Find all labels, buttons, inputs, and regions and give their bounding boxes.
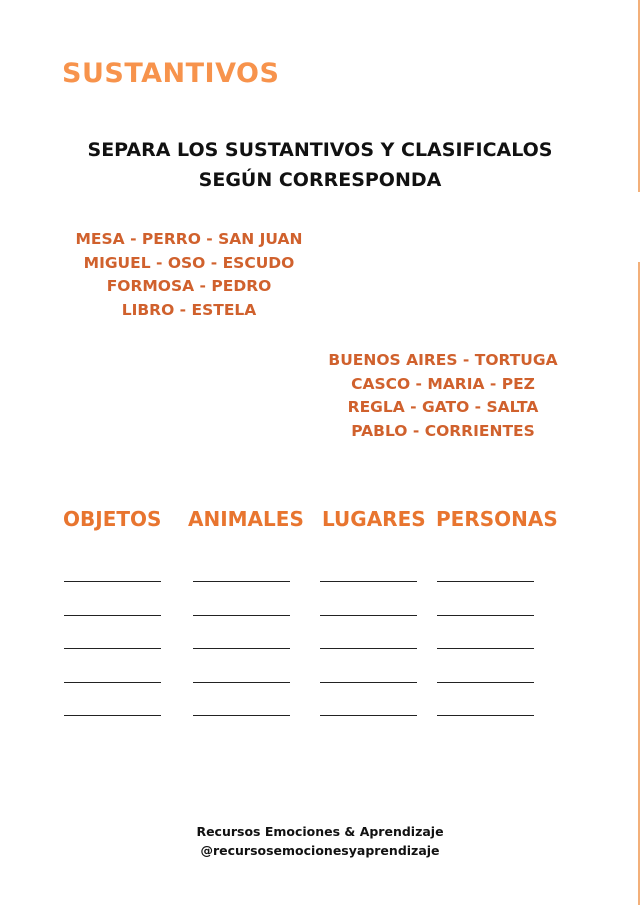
- word-group-left: [60, 228, 318, 322]
- answer-blank-line[interactable]: [320, 648, 417, 649]
- answer-blank-line[interactable]: [64, 615, 161, 616]
- answer-blank-line[interactable]: [193, 682, 290, 683]
- answer-blank-line[interactable]: [320, 581, 417, 582]
- answer-blank-line[interactable]: [437, 682, 534, 683]
- word-line: PABLO - CORRIENTES: [351, 421, 535, 440]
- word-line: CASCO - MARIA - PEZ: [351, 374, 535, 393]
- instruction: [0, 135, 640, 195]
- answer-blank-line[interactable]: [64, 648, 161, 649]
- answer-blank-line[interactable]: [193, 715, 290, 716]
- answer-blank-line[interactable]: [64, 715, 161, 716]
- column-header-lugares: LUGARES: [322, 507, 426, 531]
- column-headers: [0, 507, 640, 537]
- answer-blank-line[interactable]: [64, 581, 161, 582]
- answer-blank-line[interactable]: [437, 715, 534, 716]
- instruction-line-1: SEPARA LOS SUSTANTIVOS Y CLASIFICALOS: [87, 139, 553, 161]
- instruction-line-2: SEGÚN CORRESPONDA: [198, 169, 442, 191]
- answer-blank-line[interactable]: [437, 581, 534, 582]
- word-line: FORMOSA - PEDRO: [106, 277, 272, 295]
- answer-blank-line[interactable]: [320, 682, 417, 683]
- answer-blank-line[interactable]: [193, 615, 290, 616]
- footer-handle: @recursosemocionesyaprendizaje: [200, 843, 440, 858]
- word-group-right: [318, 349, 568, 443]
- column-header-animales: ANIMALES: [188, 507, 304, 531]
- answer-blank-line[interactable]: [193, 648, 290, 649]
- answer-blank-line[interactable]: [64, 682, 161, 683]
- word-line: MIGUEL - OSO - ESCUDO: [83, 253, 295, 272]
- answer-blank-line[interactable]: [320, 715, 417, 716]
- word-line: MESA - PERRO - SAN JUAN: [75, 230, 303, 248]
- word-line: LIBRO - ESTELA: [121, 300, 257, 319]
- answer-blank-line[interactable]: [193, 581, 290, 582]
- answer-blank-line[interactable]: [437, 615, 534, 616]
- column-header-objetos: OBJETOS: [63, 507, 162, 531]
- footer-brand: Recursos Emociones & Aprendizaje: [196, 824, 444, 839]
- word-line: REGLA - GATO - SALTA: [347, 398, 539, 416]
- page-title: SUSTANTIVOS: [62, 58, 280, 89]
- column-header-personas: PERSONAS: [436, 507, 558, 531]
- word-line: BUENOS AIRES - TORTUGA: [328, 351, 558, 369]
- answer-blank-line[interactable]: [320, 615, 417, 616]
- footer: [0, 822, 640, 860]
- answer-blank-line[interactable]: [437, 648, 534, 649]
